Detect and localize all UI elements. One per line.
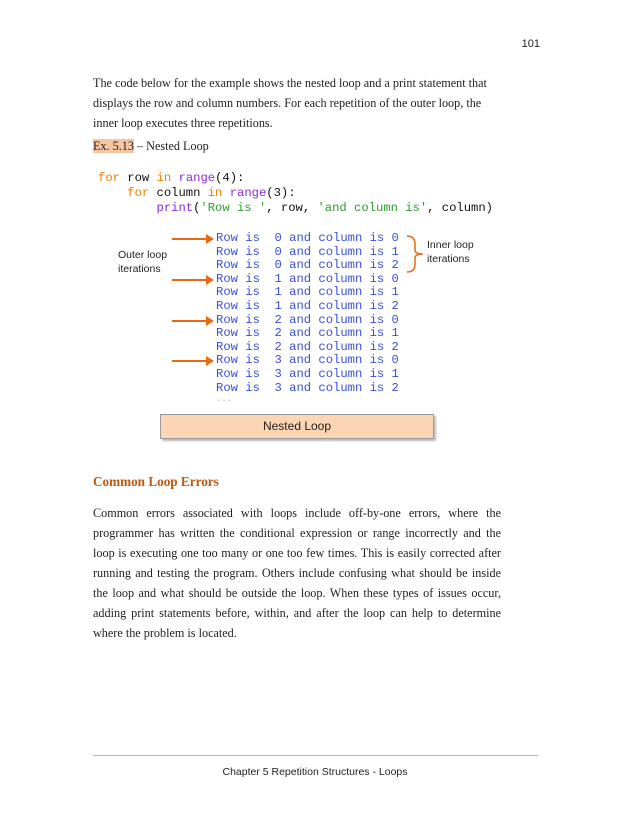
intro-paragraph: The code below for the example shows the nested loop and a print statement that displays the row and column numbers. For each repetition of the outer loop, the inner loop executes three repetitions. — [93, 76, 487, 130]
builtin-print: print — [156, 200, 194, 215]
output-line: Row is 1 and column is 2 — [216, 298, 399, 313]
output-line: Row is 0 and column is 1 — [216, 244, 399, 259]
output-line: Row is 2 and column is 1 — [216, 326, 399, 341]
example-label: Ex. 5.13 — [93, 139, 134, 153]
brace-icon — [405, 234, 427, 274]
code-string: 'and column is' — [317, 200, 428, 215]
code-line-3 — [98, 201, 493, 216]
code-line-2 — [98, 186, 493, 201]
code-text: ( — [193, 200, 201, 215]
keyword-for: for — [98, 171, 120, 185]
body-paragraph: Common errors associated with loops include off-by-one errors, where the programmer has written the conditional expression or range incorrectly and the loop is executing one too many or one too few times. This is easily corrected after running and testing the program. Others include confusing what should be inside the loop and what should be outside the loop. When these types of issues occur, adding print statements before, within, and after the loop can help to determine where the problem is located. — [93, 506, 501, 640]
output-line: Row is 3 and column is 0 — [216, 353, 399, 368]
page-footer: Chapter 5 Repetition Structures - Loops — [222, 766, 408, 778]
code-block — [98, 171, 493, 215]
code-space — [171, 171, 178, 185]
inner-loop-label-line1: Inner loop — [427, 239, 474, 251]
code-indent — [98, 201, 157, 215]
keyword-for: for — [127, 185, 150, 200]
code-text: (4): — [215, 171, 245, 185]
page-number: 101 — [521, 38, 540, 50]
code-text: , row, — [266, 200, 318, 215]
outer-loop-label-line2: iterations — [118, 263, 161, 275]
figure-label: Nested Loop — [160, 414, 434, 439]
code-space — [222, 186, 229, 200]
output-line: Row is 1 and column is 1 — [216, 285, 399, 300]
builtin-range: range — [178, 171, 216, 185]
outer-loop-label-line1: Outer loop — [118, 249, 168, 261]
code-text: (3): — [266, 185, 296, 200]
example-caption — [93, 139, 209, 154]
output-line: Row is 2 and column is 2 — [216, 339, 399, 354]
code-indent — [98, 186, 127, 200]
outer-loop-label — [118, 248, 167, 276]
example-title: – Nested Loop — [133, 139, 209, 153]
keyword-in: in — [207, 185, 223, 200]
code-line-1 — [98, 171, 493, 186]
output-line: Row is 0 and column is 2 — [216, 258, 399, 273]
code-text: column — [149, 185, 208, 200]
arrow-right-icon — [172, 238, 208, 240]
output-line: Row is 2 and column is 0 — [216, 312, 399, 327]
arrow-right-icon — [172, 279, 208, 281]
code-text: , column) — [427, 200, 493, 215]
code-text: row — [119, 171, 157, 185]
output-line: Row is 0 and column is 0 — [216, 231, 399, 245]
keyword-in: in — [156, 171, 172, 185]
section-heading: Common Loop Errors — [93, 474, 219, 489]
inner-loop-label — [427, 238, 474, 266]
output-line: Row is 3 and column is 2 — [216, 380, 399, 395]
footer-divider — [93, 755, 538, 756]
program-output — [216, 232, 399, 395]
output-more-indicator: ... — [216, 394, 233, 404]
output-line: Row is 1 and column is 0 — [216, 271, 399, 286]
arrow-right-icon — [172, 320, 208, 322]
code-string: 'Row is ' — [200, 200, 267, 215]
output-line: Row is 3 and column is 1 — [216, 366, 399, 381]
inner-loop-label-line2: iterations — [427, 253, 470, 265]
builtin-range: range — [229, 185, 267, 200]
arrow-right-icon — [172, 360, 208, 362]
